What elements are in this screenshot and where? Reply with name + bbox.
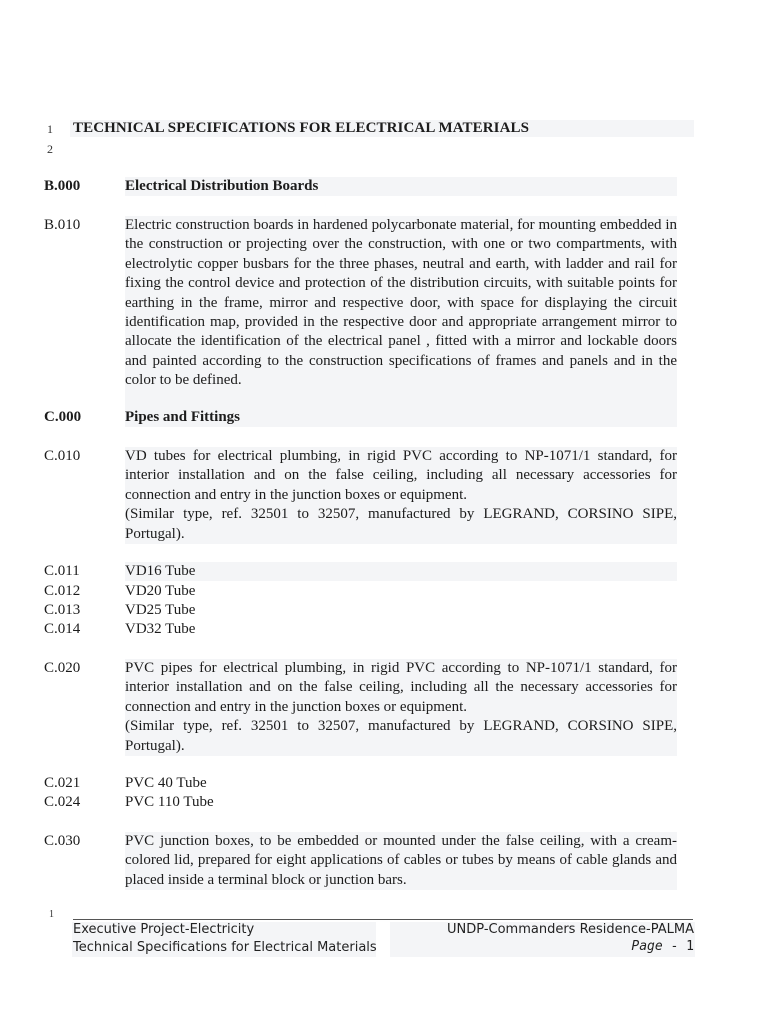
footer-document-name: Technical Specifications for Electrical Materials — [73, 940, 377, 955]
item-text: PVC junction boxes, to be embedded or mounted under the false ceiling, with a cream-colored lid, prepared for eight applications of cables or tubes by means of cable glands and placed inside a terminal block or junction bars. — [125, 833, 677, 888]
footer-divider — [73, 919, 693, 920]
item-code: C.014 — [44, 621, 81, 637]
footer-line-number: 1 — [49, 909, 54, 920]
item-code: C.030 — [44, 833, 81, 849]
item-code: B.010 — [44, 217, 81, 233]
item-note: (Similar type, ref. 32501 to 32507, manufactured by LEGRAND, CORSINO SIPE, Portugal). — [125, 718, 677, 754]
footer-client-name: UNDP-Commanders Residence-PALMA — [447, 922, 694, 937]
item-description — [125, 216, 677, 409]
item-code: C.013 — [44, 602, 81, 618]
item-text: PVC pipes for electrical plumbing, in rigid PVC according to NP-1071/1 standard, for interior installation and on the false ceiling, including all the necessary accessories for connection and entry in the junction boxes or equipment. — [125, 660, 677, 715]
page-separator: - — [670, 939, 679, 954]
item-text: PVC 110 Tube — [125, 794, 214, 810]
item-text: VD16 Tube — [125, 562, 677, 581]
item-code: C.021 — [44, 775, 81, 791]
page-label: Page — [631, 939, 663, 954]
item-note: (Similar type, ref. 32501 to 32507, manufactured by LEGRAND, CORSINO SIPE, Portugal). — [125, 506, 677, 542]
item-code: C.011 — [44, 563, 80, 579]
section-heading: Electrical Distribution Boards — [125, 177, 677, 196]
page-number: 1 — [686, 939, 694, 954]
item-description — [125, 447, 677, 544]
section-code: C.000 — [44, 409, 82, 425]
item-description — [125, 832, 677, 890]
item-code: C.012 — [44, 583, 81, 599]
item-text: VD25 Tube — [125, 602, 196, 618]
footer-project-name: Executive Project-Electricity — [73, 922, 255, 937]
document-title: TECHNICAL SPECIFICATIONS FOR ELECTRICAL MATERIALS — [73, 120, 530, 136]
line-number: 2 — [47, 142, 53, 156]
section-code: B.000 — [44, 178, 81, 194]
item-code: C.024 — [44, 794, 81, 810]
item-text: VD20 Tube — [125, 583, 196, 599]
item-description — [125, 659, 677, 756]
line-number: 1 — [47, 122, 53, 136]
section-heading: Pipes and Fittings — [125, 408, 677, 427]
item-text: PVC 40 Tube — [125, 775, 207, 791]
item-text: Electric construction boards in hardened polycarbonate material, for mounting embedded in the construction or projecting over the construction, with one or two compartments, with electrolytic copper busbars for the three phases, neutral and earth, with ladder and rail for fixing the control device and protection of the distribution circuits, with suitable points for earthing in the frame, mirror and respective door, with space for displaying the circuit identification map, provided in the respective door and appropriate arrangement mirror to allocate the identification of the electrical panel , fitted with a mirror and lockable doors and painted according to the construction specifications of frames and panels and in the color to be defined. — [125, 217, 677, 389]
item-code: C.010 — [44, 448, 81, 464]
page-indicator — [631, 939, 694, 954]
item-text: VD tubes for electrical plumbing, in rigid PVC according to NP-1071/1 standard, for interior installation and on the false ceiling, including all necessary accessories for connection and entry in the junction boxes or equipment. — [125, 448, 677, 503]
item-text: VD32 Tube — [125, 621, 196, 637]
item-code: C.020 — [44, 660, 81, 676]
